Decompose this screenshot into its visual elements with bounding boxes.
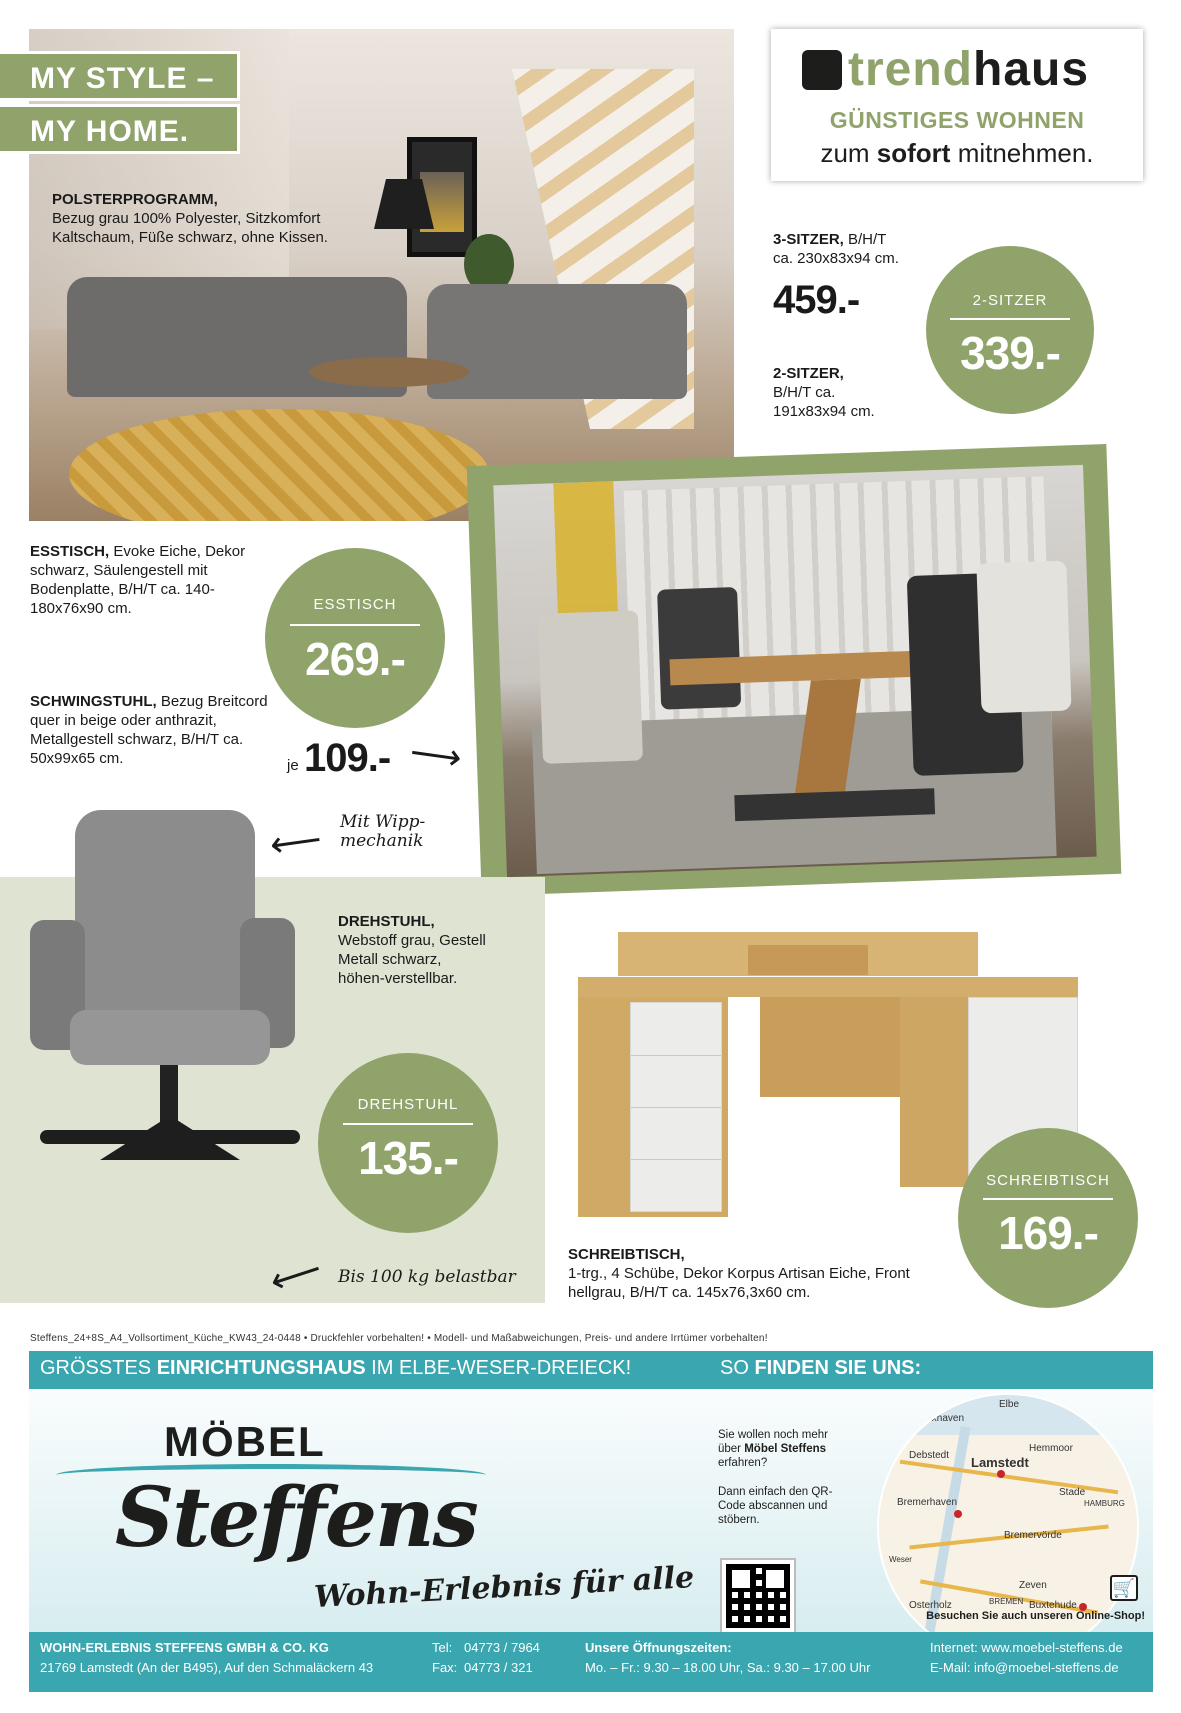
trendhaus-tagline: zum sofort mitnehmen. (820, 138, 1094, 168)
badge-price: 339.- (960, 327, 1060, 379)
badge-label: SCHREIBTISCH (986, 1172, 1110, 1189)
polster-text: Bezug grau 100% Polyester, Sitzkomfort Kaltschaum, Füße schwarz, ohne Kissen. (52, 210, 328, 246)
qr-code[interactable] (722, 1560, 794, 1632)
fax-number: Fax: 04773 / 321 (432, 1660, 533, 1675)
find-us-heading: SO FINDEN SIE UNS: (720, 1357, 922, 1379)
schwingstuhl-price: 109.- (304, 736, 391, 780)
wippmechanik-note: Mit Wipp- mechanik (340, 812, 426, 851)
esstisch-price-badge (265, 548, 445, 728)
sofa2-description: 2-SITZER, B/H/T ca. 191x83x94 cm. (773, 365, 875, 420)
brand-slogan: Wohn-Erlebnis für alle (313, 1560, 695, 1615)
schreibtisch-price-badge (958, 1128, 1138, 1308)
badge-price: 169.- (998, 1207, 1098, 1259)
qr-prompt: Sie wollen noch mehr über Möbel Steffens erfahren? (718, 1429, 828, 1469)
trendhaus-logo-mark (802, 50, 842, 90)
price-prefix: je (287, 757, 299, 774)
disclaimer: Steffens_24+8S_A4_Vollsortiment_Küche_KW43_24-0448 • Druckfehler vorbehalten! • Modell- und Maßabweichungen, Preis- und andere Irrtümer vorbehalten! (30, 1333, 768, 1344)
arrow-left-icon: ⟵ (267, 818, 325, 867)
sofa3-price: 459.- (773, 278, 860, 322)
online-shop-note: Besuchen Sie auch unseren Online-Shop! (926, 1610, 1145, 1622)
opening-hours: Mo. – Fr.: 9.30 – 18.00 Uhr, Sa.: 9.30 – 17.00 Uhr (585, 1660, 871, 1675)
drehstuhl-description: DREHSTUHL, Webstoff grau, Gestell Metall schwarz, höhen-verstellbar. (338, 913, 486, 987)
website-link[interactable]: Internet: www.moebel-steffens.de (930, 1640, 1123, 1655)
banner-line-2: MY HOME. (0, 104, 240, 154)
dining-room-photo (493, 465, 1096, 877)
shopping-cart-icon[interactable]: 🛒 (1110, 1575, 1138, 1601)
polster-description (52, 190, 382, 247)
esstisch-description: ESSTISCH, Evoke Eiche, Dekor schwarz, Säulengestell mit Bodenplatte, B/H/T ca. 140-180x76x90 cm. (30, 543, 246, 617)
phone-number: Tel: 04773 / 7964 (432, 1640, 540, 1655)
footer-headline: GRÖSSTES EINRICHTUNGSHAUS IM ELBE-WESER-DREIECK! (40, 1357, 632, 1379)
badge-label: DREHSTUHL (357, 1096, 459, 1113)
arrow-left-icon: ⟵ (264, 1248, 327, 1303)
banner-line-1: MY STYLE – (0, 51, 240, 101)
company-address: 21769 Lamstedt (An der B495), Auf den Schmaläckern 43 (40, 1660, 374, 1675)
location-map: Elbe Cuxhaven Debstedt Lamstedt Hemmoor Stade HAMBURG Bremerhaven Bremervörde Weser Osterholz Zeven BREMEN Buxtehude (877, 1393, 1139, 1661)
qr-instruction: Dann einfach den QR-Code abscannen und stöbern. (718, 1486, 833, 1526)
trendhaus-subtitle: GÜNSTIGES WOHNEN (829, 107, 1085, 133)
badge-label: 2-SITZER (972, 292, 1048, 309)
opening-hours-heading: Unsere Öffnungszeiten: (585, 1640, 732, 1655)
polster-heading: POLSTERPROGRAMM, (52, 191, 218, 208)
email-link[interactable]: E-Mail: info@moebel-steffens.de (930, 1660, 1119, 1675)
schwingstuhl-description: SCHWINGSTUHL, Bezug Breitcord quer in beige oder anthrazit, Metallgestell schwarz, B/H/T ca. 50x99x65 cm. (30, 693, 268, 767)
load-capacity-note: Bis 100 kg belastbar (338, 1267, 516, 1287)
company-name: WOHN-ERLEBNIS STEFFENS GMBH & CO. KG (40, 1640, 329, 1655)
brand-moebel: MÖBEL (164, 1418, 326, 1465)
trendhaus-logo-text: trendhaus (848, 43, 1090, 96)
drehstuhl-price-badge (318, 1053, 498, 1233)
badge-price: 269.- (305, 633, 405, 685)
brand-steffens: Steffens (115, 1470, 477, 1566)
sofa2-price-badge (926, 246, 1094, 414)
schreibtisch-description: SCHREIBTISCH, 1-trg., 4 Schübe, Dekor Korpus Artisan Eiche, Front hellgrau, B/H/T ca. 145x76,3x60 cm. (568, 1246, 910, 1301)
badge-price: 135.- (358, 1132, 458, 1184)
arrow-right-icon: ⟶ (407, 731, 465, 780)
badge-label: ESSTISCH (313, 596, 397, 613)
sofa3-description: 3-SITZER, B/H/T ca. 230x83x94 cm. (773, 231, 899, 267)
